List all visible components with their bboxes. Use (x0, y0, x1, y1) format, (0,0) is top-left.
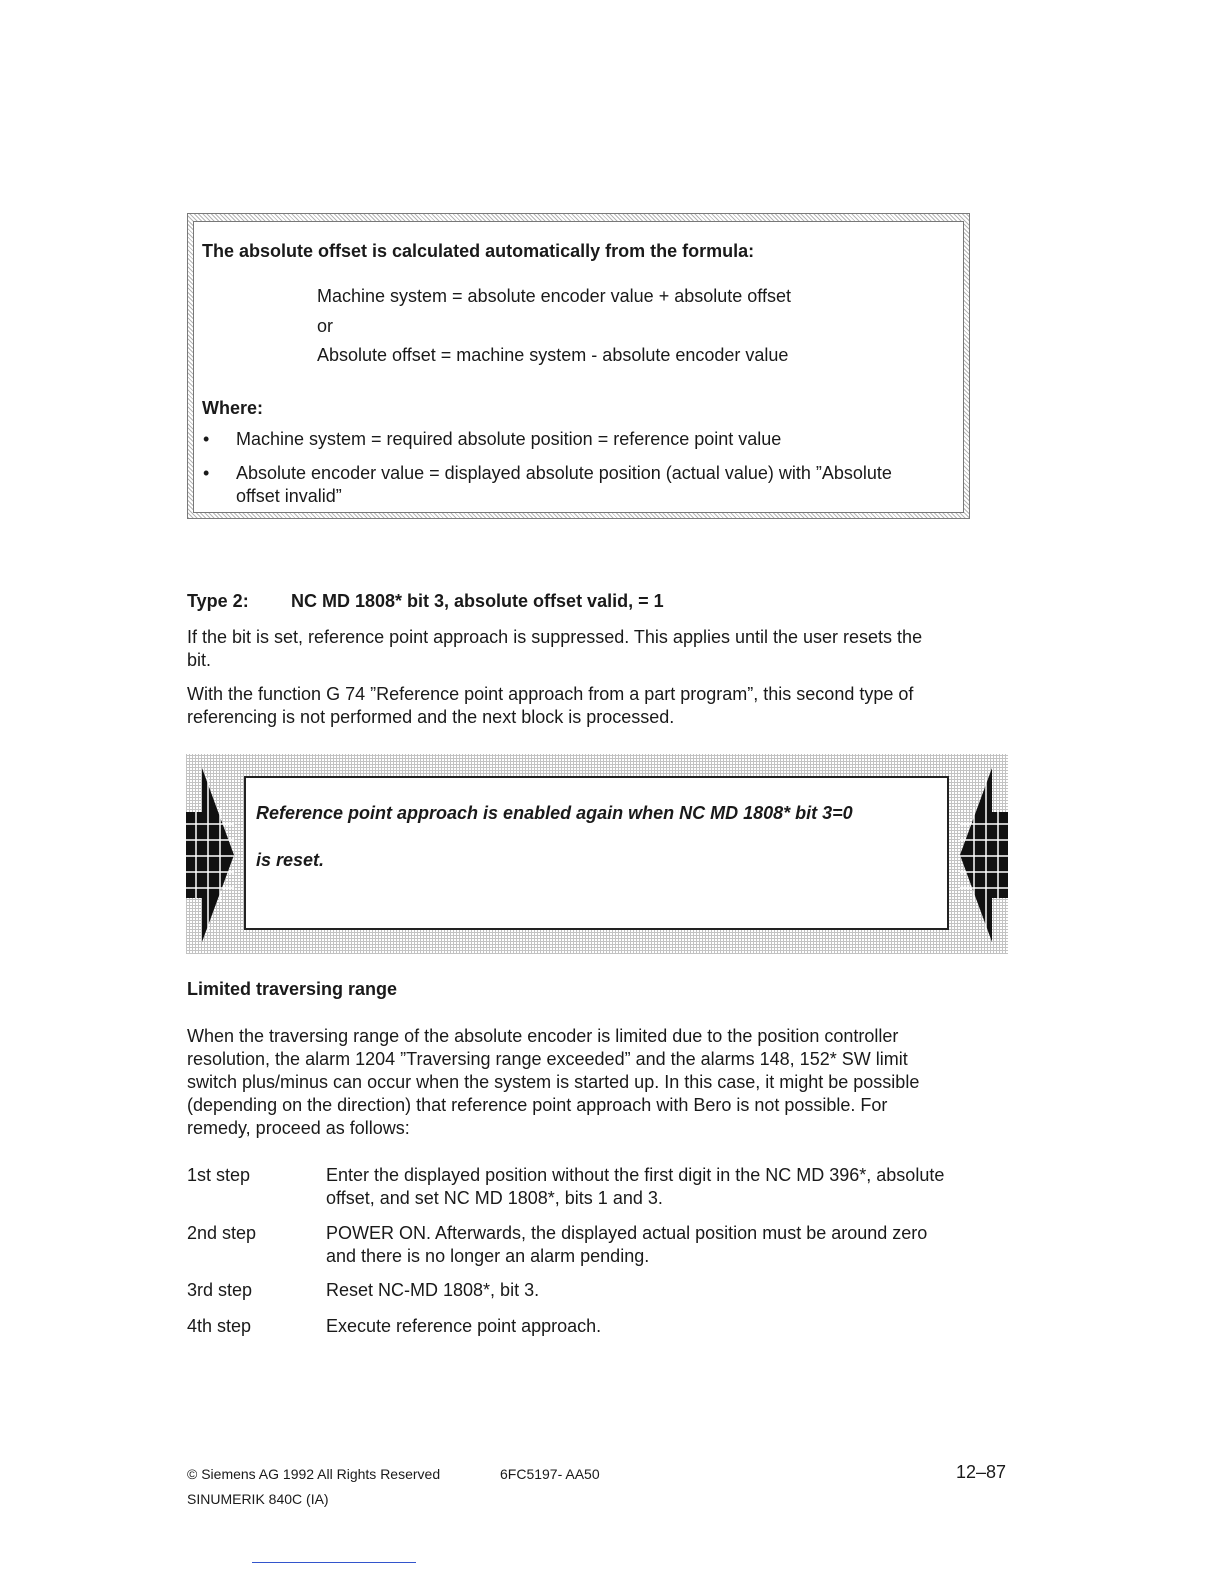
bullet-2-line-1: Absolute encoder value = displayed absolute position (actual value) with ”Absolute (236, 463, 892, 483)
formula-or: or (317, 316, 334, 336)
step-text: and there is no longer an alarm pending. (326, 1246, 650, 1266)
type2-para-1-line-1: If the bit is set, reference point approach is suppressed. This applies until the user resets the (187, 627, 923, 647)
page-number: 12–87 (956, 1462, 1007, 1482)
step-text: offset, and set NC MD 1808*, bits 1 and 3. (326, 1188, 663, 1208)
footer-copyright: © Siemens AG 1992 All Rights Reserved (187, 1466, 441, 1482)
step-label: 3rd step (187, 1280, 253, 1300)
step-text: POWER ON. Afterwards, the displayed actual position must be around zero (326, 1223, 928, 1243)
where-label: Where: (202, 398, 264, 418)
type2-label: Type 2: (187, 591, 249, 611)
formula-line-1: Machine system = absolute encoder value + absolute offset (317, 286, 791, 306)
warning-box (186, 754, 1008, 954)
bullet-dot: • (203, 463, 210, 483)
bullet-2-line-2: offset invalid” (236, 486, 342, 506)
step-text: Execute reference point approach. (326, 1316, 602, 1336)
formula-box (187, 213, 970, 519)
warning-inner (244, 776, 949, 930)
bullet-dot: • (203, 429, 210, 449)
link-underline (252, 1562, 416, 1563)
step-text: Enter the displayed position without the first digit in the NC MD 396*, absolute (326, 1165, 945, 1185)
step-label: 1st step (187, 1165, 251, 1185)
formula-line-2: Absolute offset = machine system - absolute encoder value (317, 345, 789, 365)
limited-para-line: When the traversing range of the absolute encoder is limited due to the position controller (187, 1026, 899, 1046)
step-label: 4th step (187, 1316, 252, 1336)
arrow-left-icon (958, 768, 1008, 942)
limited-heading: Limited traversing range (187, 979, 398, 999)
step-text: Reset NC-MD 1808*, bit 3. (326, 1280, 540, 1300)
limited-para-line: switch plus/minus can occur when the system is started up. In this case, it might be possible (187, 1072, 920, 1092)
type2-para-1-line-2: bit. (187, 650, 212, 670)
warning-line-2: is reset. (256, 850, 325, 870)
formula-box-inner (193, 221, 964, 513)
type2-para-2-line-1: With the function G 74 ”Reference point approach from a part program”, this second type of (187, 684, 914, 704)
footer-product: SINUMERIK 840C (IA) (187, 1491, 329, 1507)
type2-title: NC MD 1808* bit 3, absolute offset valid, = 1 (291, 591, 664, 611)
formula-heading: The absolute offset is calculated automatically from the formula: (202, 241, 755, 261)
limited-para-line: (depending on the direction) that reference point approach with Bero is not possible. For (187, 1095, 888, 1115)
footer-order-number: 6FC5197- AA50 (500, 1466, 600, 1482)
limited-para-line: resolution, the alarm 1204 ”Traversing range exceeded” and the alarms 148, 152* SW limit (187, 1049, 908, 1069)
step-label: 2nd step (187, 1223, 257, 1243)
warning-line-1: Reference point approach is enabled again when NC MD 1808* bit 3=0 (256, 803, 853, 823)
type2-para-2-line-2: referencing is not performed and the next block is processed. (187, 707, 675, 727)
bullet-1: Machine system = required absolute position = reference point value (236, 429, 782, 449)
arrow-right-icon (186, 768, 236, 942)
limited-para-line: remedy, proceed as follows: (187, 1118, 410, 1138)
